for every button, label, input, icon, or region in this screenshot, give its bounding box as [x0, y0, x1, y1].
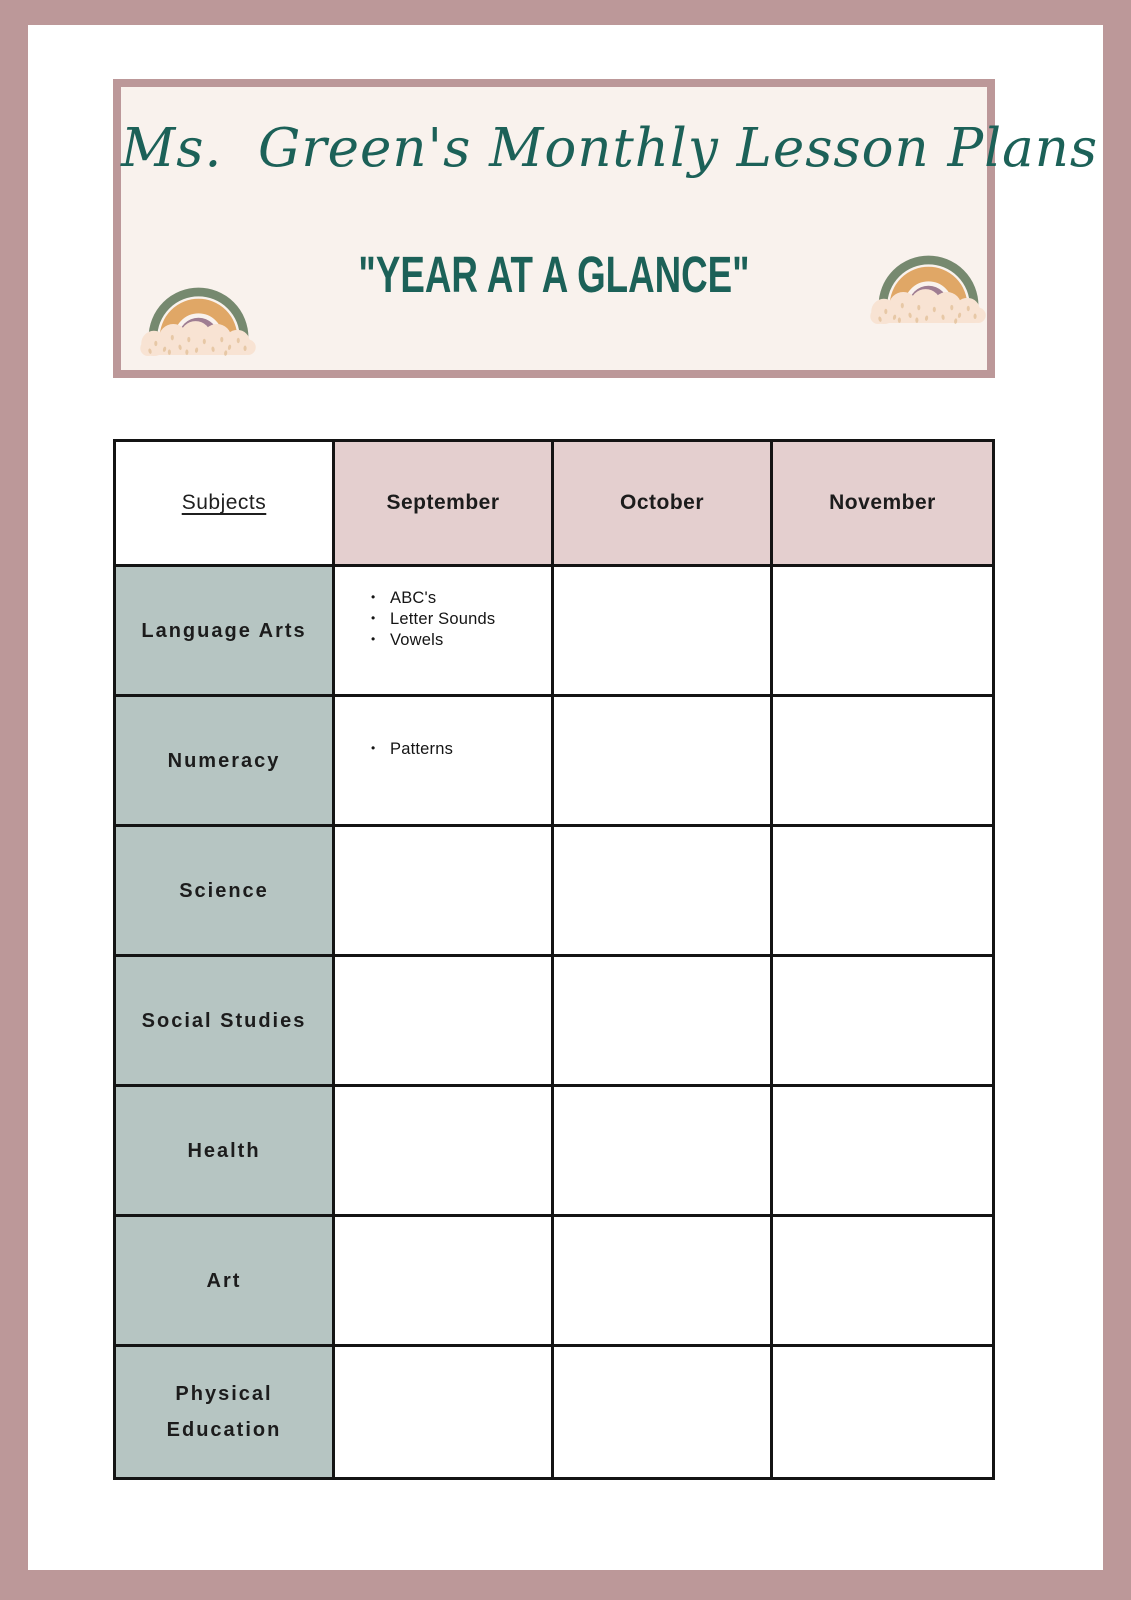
plan-cell — [554, 827, 773, 957]
plan-cell — [335, 567, 554, 697]
column-header-november: November — [773, 442, 992, 567]
plan-cell — [773, 1347, 992, 1477]
plan-cell — [335, 1347, 554, 1477]
plan-cell — [773, 567, 992, 697]
plan-cell — [773, 1217, 992, 1347]
lesson-topic: • Vowels — [369, 630, 495, 651]
year-at-a-glance-table — [113, 439, 995, 1480]
column-header-september: September — [335, 442, 554, 567]
plan-cell — [773, 957, 992, 1087]
page-title: Ms. Green's Monthly Lesson Plans — [121, 118, 1099, 179]
plan-cell — [335, 1217, 554, 1347]
column-header-label: Subjects — [181, 491, 267, 514]
row-header-physical-education: Physical Education — [116, 1347, 335, 1477]
row-header-health: Health — [116, 1087, 335, 1217]
rainbow-cloud-icon — [870, 228, 987, 325]
plan-cell — [335, 1087, 554, 1217]
plan-cell — [554, 1217, 773, 1347]
row-header-art: Art — [116, 1217, 335, 1347]
lesson-topic: • Letter Sounds — [369, 609, 495, 630]
page-subtitle: "YEAR AT A GLANCE" — [358, 246, 750, 303]
lesson-topic-list — [335, 588, 501, 673]
row-header-language-arts: Language Arts — [116, 567, 335, 697]
plan-cell — [554, 567, 773, 697]
lesson-topic-list — [335, 739, 459, 782]
plan-cell — [335, 697, 554, 827]
lesson-topic: • ABC's — [369, 588, 495, 609]
lesson-plan-page — [28, 25, 1103, 1570]
plan-cell — [335, 827, 554, 957]
plan-cell — [554, 1087, 773, 1217]
lesson-topic: • Patterns — [369, 739, 453, 760]
rainbow-cloud-icon — [140, 260, 257, 357]
plan-cell — [554, 957, 773, 1087]
plan-cell — [554, 1347, 773, 1477]
plan-cell — [773, 827, 992, 957]
row-header-numeracy: Numeracy — [116, 697, 335, 827]
plan-cell — [554, 697, 773, 827]
column-header-october: October — [554, 442, 773, 567]
row-header-social-studies: Social Studies — [116, 957, 335, 1087]
row-header-science: Science — [116, 827, 335, 957]
column-header-subjects — [116, 442, 335, 567]
plan-cell — [773, 1087, 992, 1217]
header-banner — [113, 79, 1099, 378]
plan-cell — [335, 957, 554, 1087]
plan-cell — [773, 697, 992, 827]
